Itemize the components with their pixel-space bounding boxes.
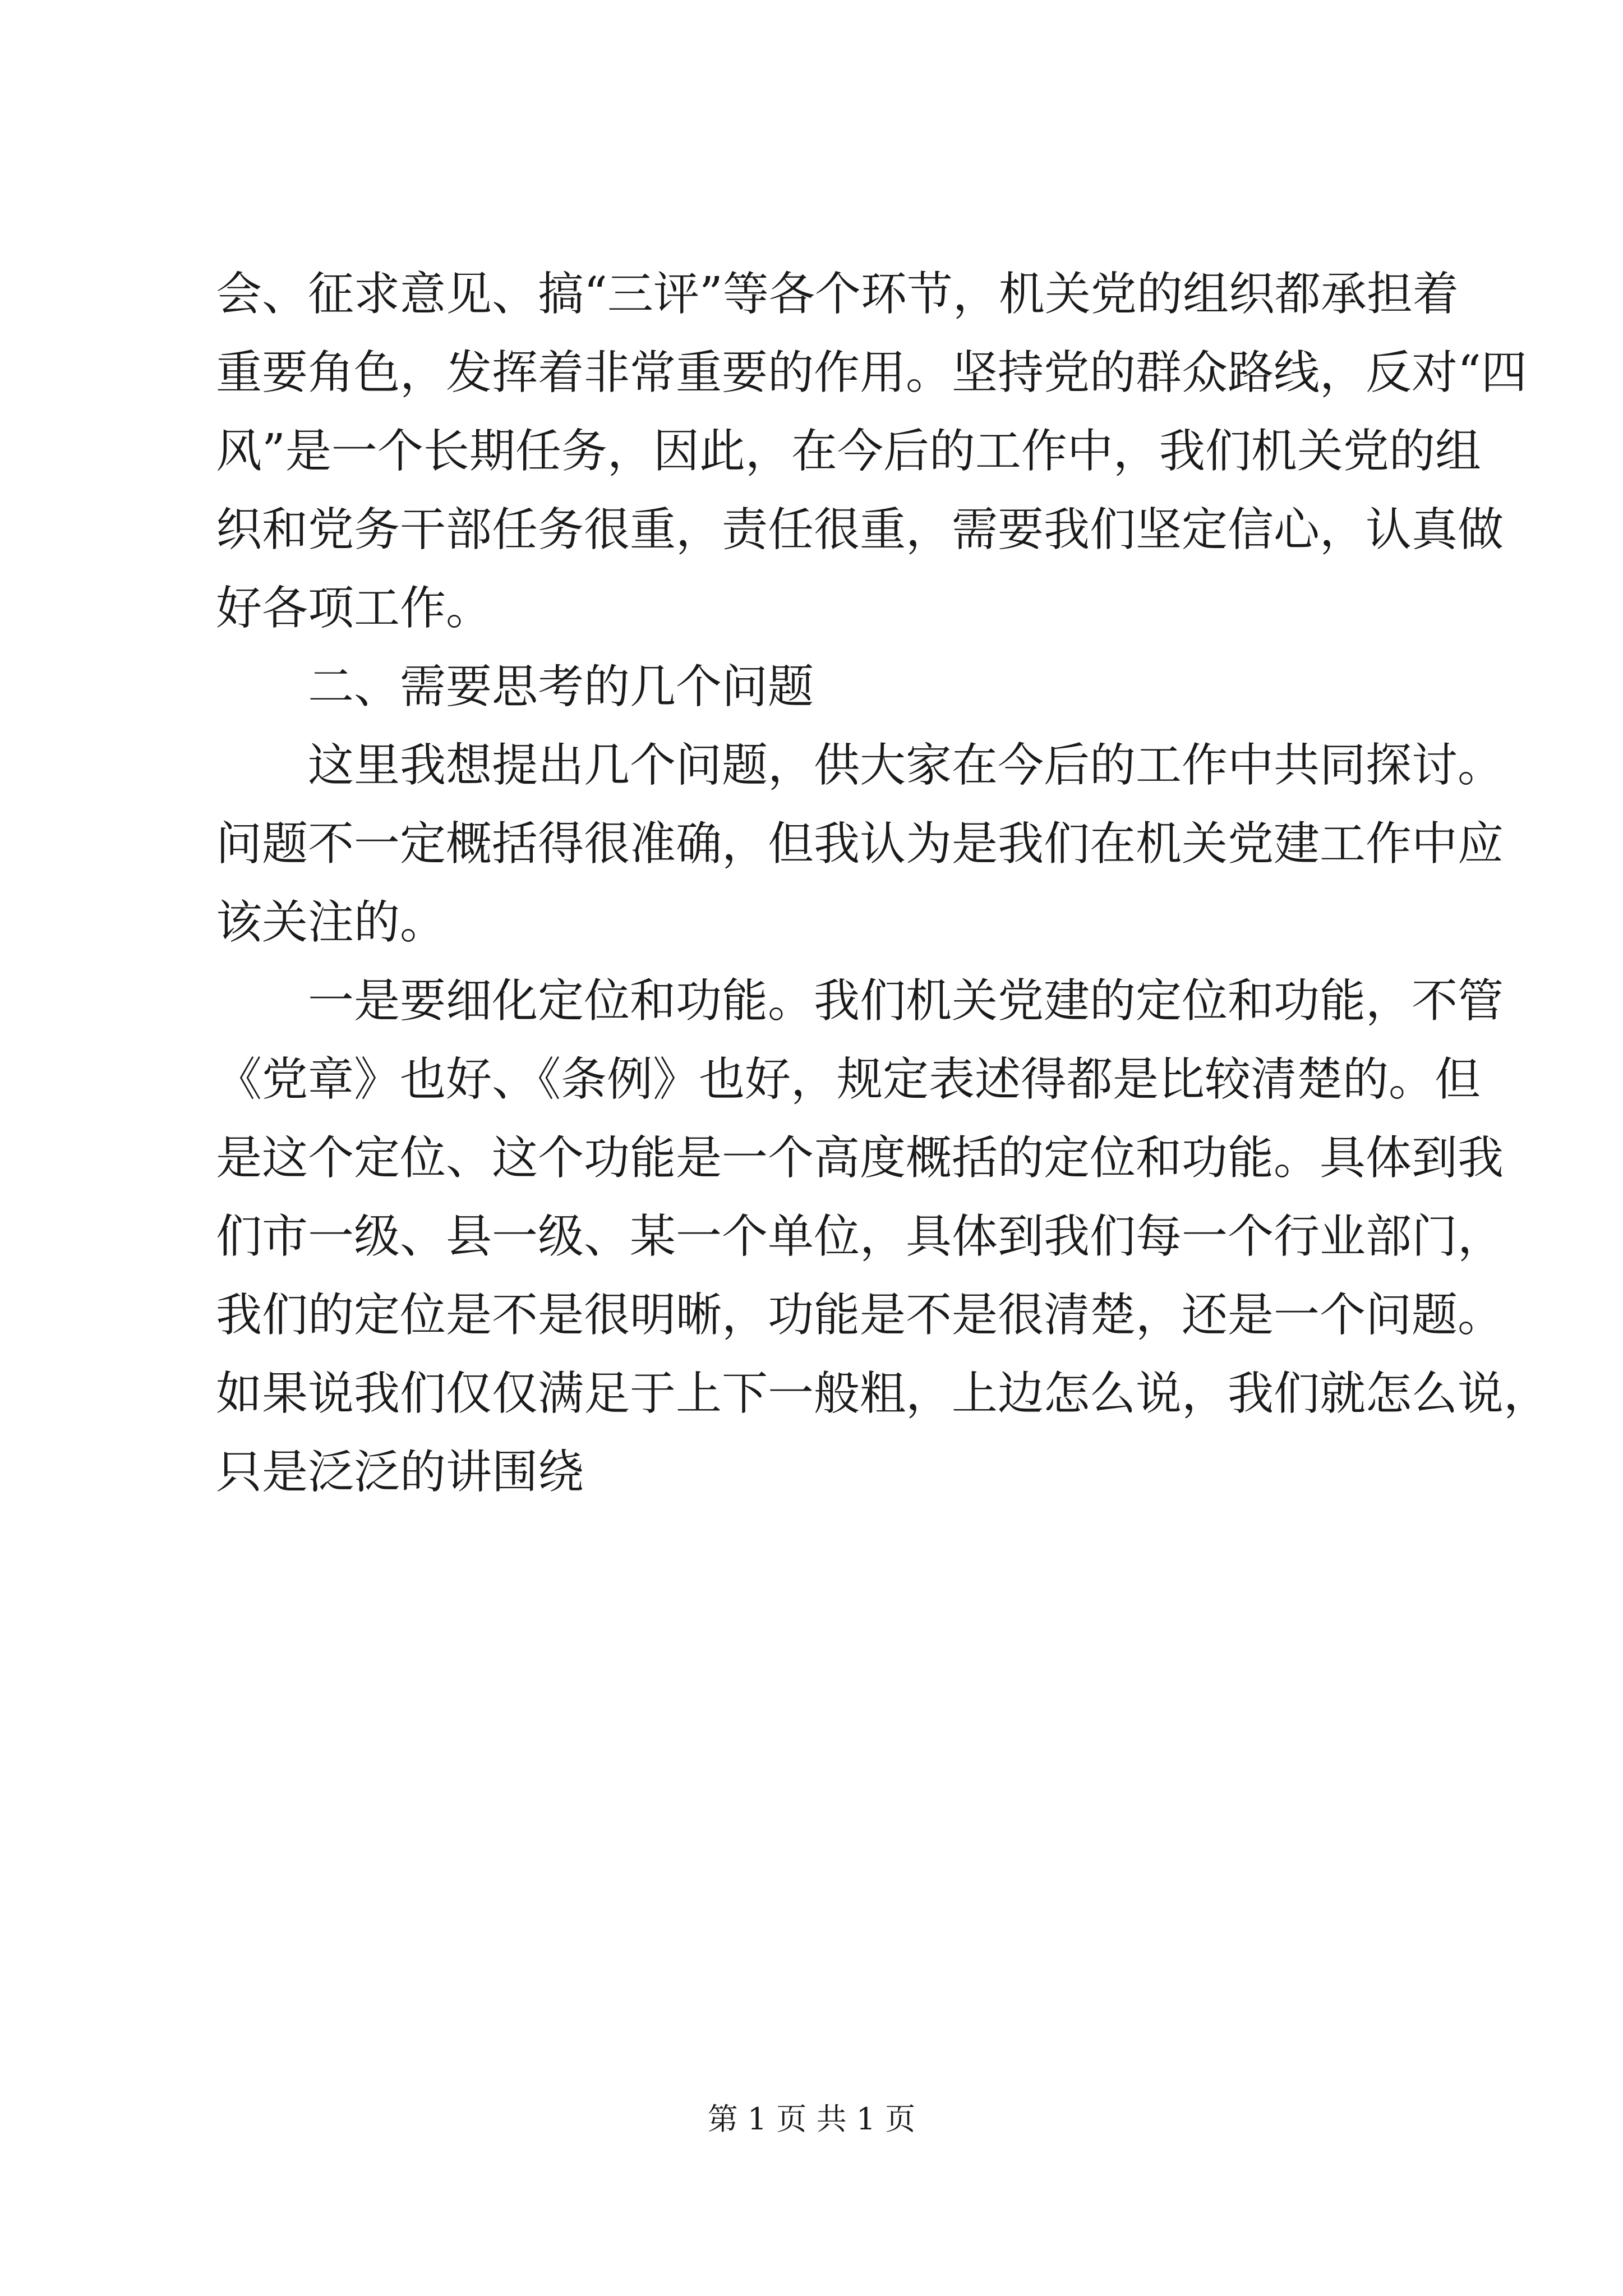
text-line: 是这个定位、这个功能是一个高度概括的定位和功能。具体到我	[216, 1131, 1504, 1185]
text-line: 如果说我们仅仅满足于上下一般粗，上边怎么说，我们就怎么说，	[216, 1367, 1550, 1420]
text-line: 好各项工作。	[216, 582, 492, 635]
text-line: 我们的定位是不是很明晰，功能是不是很清楚，还是一个问题。	[216, 1289, 1504, 1342]
page-number: 第 1 页 共 1 页	[707, 2101, 916, 2137]
text-line: 这里我想提出几个问题，供大家在今后的工作中共同探讨。	[308, 739, 1504, 792]
text-line: 风”是一个长期任务，因此，在今后的工作中，我们机关党的组	[216, 425, 1481, 478]
text-line: 一是要细化定位和功能。我们机关党建的定位和功能，不管	[308, 974, 1504, 1028]
text-line: 问题不一定概括得很准确，但我认为是我们在机关党建工作中应	[216, 817, 1504, 871]
text-line: 会、征求意见、搞“三评”等各个环节，机关党的组织都承担着	[216, 268, 1459, 321]
body-text	[216, 255, 1550, 1512]
text-line: 该关注的。	[216, 896, 446, 949]
page-footer	[0, 2095, 1623, 2138]
text-line: 织和党务干部任务很重，责任很重，需要我们坚定信心，认真做	[216, 503, 1504, 556]
text-line: 只是泛泛的讲围绕	[216, 1446, 584, 1499]
text-line: 重要角色，发挥着非常重要的作用。坚持党的群众路线，反对“四	[216, 346, 1527, 399]
text-line: 《党章》也好、《条例》也好，规定表述得都是比较清楚的。但	[216, 1053, 1481, 1106]
text-line: 们市一级、县一级、某一个单位，具体到我们每一个行业部门，	[216, 1210, 1504, 1263]
section-heading: 二、需要思考的几个问题	[308, 660, 814, 714]
